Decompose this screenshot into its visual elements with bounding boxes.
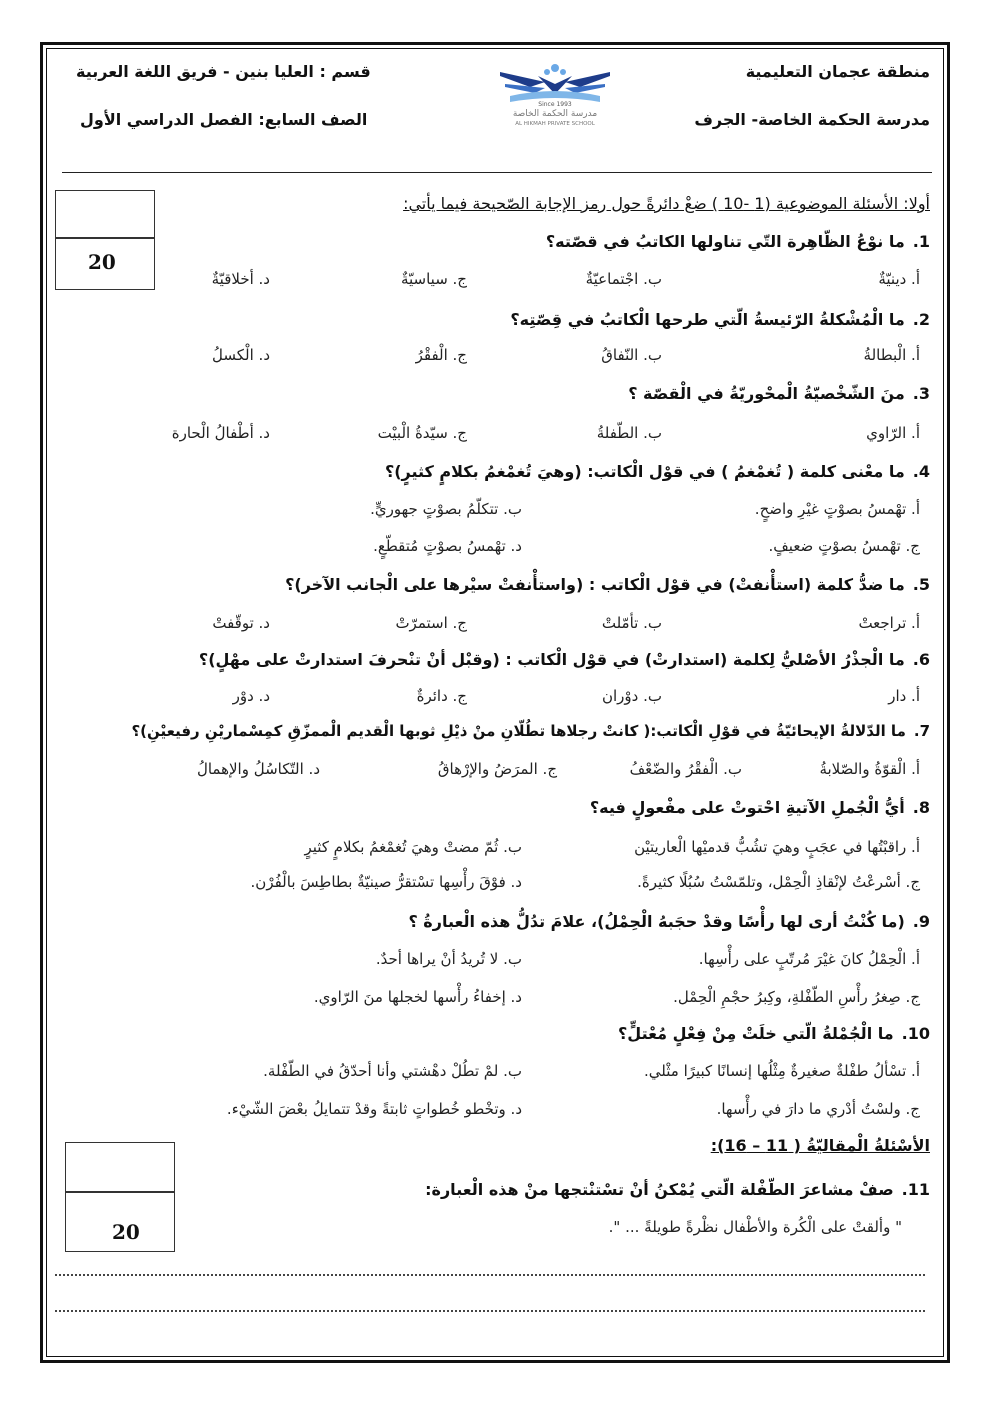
question-6 [199,650,930,669]
question-text: ما معْنى كلمة ( تُغمْغمُ ) في قوْل الْكاتب: (وهيَ تُغمْغمُ بكلامٍ كثيرٍ)؟ [384,462,905,481]
option-b[interactable]: ب. تتكلّمُ بصوْتٍ جهوريٍّ. [370,500,522,518]
header-divider [62,172,932,173]
question-number: 8. [912,798,930,817]
option-a[interactable]: أ. الرّاوي [866,424,920,442]
option-c[interactable]: ج. الْفقْرُ [415,346,467,364]
question-8 [590,798,930,817]
option-a[interactable]: أ. دار [888,687,920,705]
option-c[interactable]: ج. ولسْتُ أدْري ما دارَ في رأْسها. [716,1100,920,1118]
score-box-top [65,1142,175,1192]
option-a[interactable]: أ. تهْمسُ بصوْتٍ غيْرِ واضحٍ. [754,500,920,518]
logo-name-en: AL HIKMAH PRIVATE SCHOOL [515,121,595,127]
option-b[interactable]: ب. دوْران [601,687,662,705]
option-b[interactable]: ب. اجْتماعيّةٌ [585,270,662,288]
logo-since: Since 1993 [538,101,572,108]
option-b[interactable]: ب. الْفقْرُ والضّعْفُ [629,760,742,778]
question-number: 1. [912,232,930,251]
option-c[interactable]: ج. استمرّتْ [395,614,467,632]
question-text: ما الْجذْرُ الأصْليُّ لِكلمة (استدارتْ) في قوْل الْكاتب : (وقبْل أنْ تنْحرفَ استدارتْ على مهْلٍ)؟ [198,650,905,669]
question-5 [285,575,930,594]
option-b[interactable]: ب. لا تُريدُ أنْ يراها أحدٌ. [375,950,522,968]
question-number: 9. [912,912,930,931]
section2-title: الأسْئلةُ الْمقاليّةُ ( 11 – 16): [710,1136,930,1155]
question-number: 5. [912,575,930,594]
question-text: أيُّ الْجُملِ الآتيةِ احْتوتْ على مفْعولٍ فيه؟ [589,798,905,817]
quote: " وألقتْ على الْكُرة والأطْفال نظْرةً طويلةً ... ". [608,1218,902,1236]
question-2 [510,310,930,329]
option-d[interactable]: د. التّكاسُلُ والإهمالُ [196,760,320,778]
option-b[interactable]: ب. ثُمّ مضتْ وهيَ تُغمْغمُ بكلامٍ كثيرٍ [304,838,522,856]
question-number: 7. [913,722,930,740]
question-text: ما نوْعُ الظّاهِرة التّي تناولها الكاتبُ في قصّته؟ [545,232,905,251]
option-c[interactable]: ج. المرَضُ والإرْهاقُ [437,760,557,778]
option-d[interactable]: د. فوْقَ رأْسِها تسْتقرُّ صينيّةٌ بطاطِسَ بالْفُرْن. [250,873,522,891]
question-10 [618,1024,930,1043]
section1-score: 20 [88,250,116,274]
question-text: منَ الشّخْصيّةُ الْمحْوريّةُ في الْقصّة ؟ [628,384,905,403]
question-text: صفْ مشاعرَ الطّفْلة الّتي يُمْكنُ أنْ تسْتنْتجها منْ هذه الْعبارة: [425,1180,894,1199]
option-b[interactable]: ب. النّفاقُ [601,346,662,364]
question-text: ما الْجُمْلةُ الّتي خلَتْ مِنْ فِعْلٍ مُعْتلٍّ؟ [618,1024,894,1043]
question-1 [546,232,930,251]
question-text: ما ضدُّ كلمة (استأْنفتْ) في قوْل الْكاتب : (واستأْنفتْ سيْرها على الْجانب الآخر)؟ [285,575,905,594]
question-9 [408,912,930,931]
question-4 [385,462,930,481]
question-number: 2. [912,310,930,329]
section2-score: 20 [112,1220,140,1244]
question-number: 3. [912,384,930,403]
option-b[interactable]: ب. لمْ تطُلْ دهْشتي وأنا أحدّقُ في الطّفْلة. [263,1062,522,1080]
question-text: ما الدّلالةُ الإيحائيّةُ في قوْلِ الْكاتب:( كانتْ رجلاها تطُلّانِ منْ ذيْلِ ثوبها الْقديم الْممزّقِ كمِسْماريْنِ رفيعيْنِ)؟ [131,722,906,740]
option-c[interactable]: ج. سياسيّةٌ [400,270,467,288]
question-text: (ما كُنْتُ أرى لها رأْسًا وقدْ حجَبهُ الْحِمْلُ)، علامَ تدُلُّ هذه الْعبارةُ ؟ [408,912,905,931]
grade-term: الصف السابع: الفصل الدراسي الأول [80,110,368,129]
logo-name-ar: مدرسة الحكمة الخاصة [512,109,598,119]
option-a[interactable]: أ. تراجعتْ [858,614,920,632]
option-d[interactable]: د. دوْر [232,687,270,705]
question-number: 4. [912,462,930,481]
logo-mark [500,64,610,102]
option-b[interactable]: ب. تأمّلتْ [601,614,662,632]
option-d[interactable]: د. إخفاءُ رأْسها لخجلها منَ الرّاوي. [313,988,522,1006]
section1-title: أولا: الأسئلة الموضوعية (1 -10 ) ضعْ دائرةً حول رمز الإجابة الصّحيحة فيما يأتي: [403,194,930,213]
option-c[interactable]: ج. دائرةٌ [416,687,467,705]
question-number: 10. [901,1024,930,1043]
option-a[interactable]: أ. تسْألُ طفْلةٌ صغيرةٌ مِثْلُها إنسانًا كبيرًا مثْلي. [644,1062,920,1080]
answer-line-2[interactable] [55,1310,925,1312]
option-b[interactable]: ب. الطّفلةُ [596,424,662,442]
school-logo [450,58,660,130]
score-box-top [55,190,155,238]
option-d[interactable]: د. الْكسلُ [212,346,270,364]
option-a[interactable]: أ. دينيّةٌ [878,270,920,288]
question-number: 6. [912,650,930,669]
option-c[interactable]: ج. أسْرعْتُ لإنْقاذِ الْحِمْل، وتلمّسْتُ سُبُلًا كثيرةً. [637,873,920,891]
option-a[interactable]: أ. الْبطالةُ [863,346,920,364]
answer-line-1[interactable] [55,1274,925,1276]
region-name: منطقة عجمان التعليمية [745,62,930,81]
question-11 [425,1180,930,1199]
question-text: ما الْمُشْكلةُ الرّئيسةُ الّتي طرحها الْكاتبُ في قِصّتِه؟ [510,310,905,329]
option-d[interactable]: د. أخلاقيّةٌ [211,270,270,288]
option-c[interactable]: ج. صِغرُ رأْسِ الطّفْلةِ، وكِبرُ حجْمِ الْحِمْل. [673,988,920,1006]
option-d[interactable]: د. تهْمسُ بصوْتٍ مُتقطّعٍ. [373,537,522,555]
question-7 [131,722,930,740]
option-a[interactable]: أ. الْقوّةُ والصّلابةُ [819,760,920,778]
option-a[interactable]: أ. الْحِمْلُ كانَ غيْرَ مُرتّبٍ على رأْسِها. [698,950,920,968]
option-d[interactable]: د. أطْفالُ الْحارة [171,424,270,442]
option-a[interactable]: أ. راقبْتُها في عجَبٍ وهيَ تشُبُّ قدميْها الْعاريتيْن [634,838,920,856]
option-c[interactable]: ج. تهْمسُ بصوْتٍ ضعيفٍ. [768,537,920,555]
school-name: مدرسة الحكمة الخاصة- الجرف [694,110,930,129]
option-d[interactable]: د. وتخْطو خُطواتٍ ثابتةً وقدْ تتمايلُ بعْضَ الشّيْء. [226,1100,522,1118]
option-d[interactable]: د. توقّفتْ [212,614,270,632]
question-number: 11. [901,1180,930,1199]
department-name: قسم : العليا بنين - فريق اللغة العربية [76,62,371,81]
question-3 [628,384,930,403]
option-c[interactable]: ج. سيّدةُ الْبيْت [377,424,467,442]
